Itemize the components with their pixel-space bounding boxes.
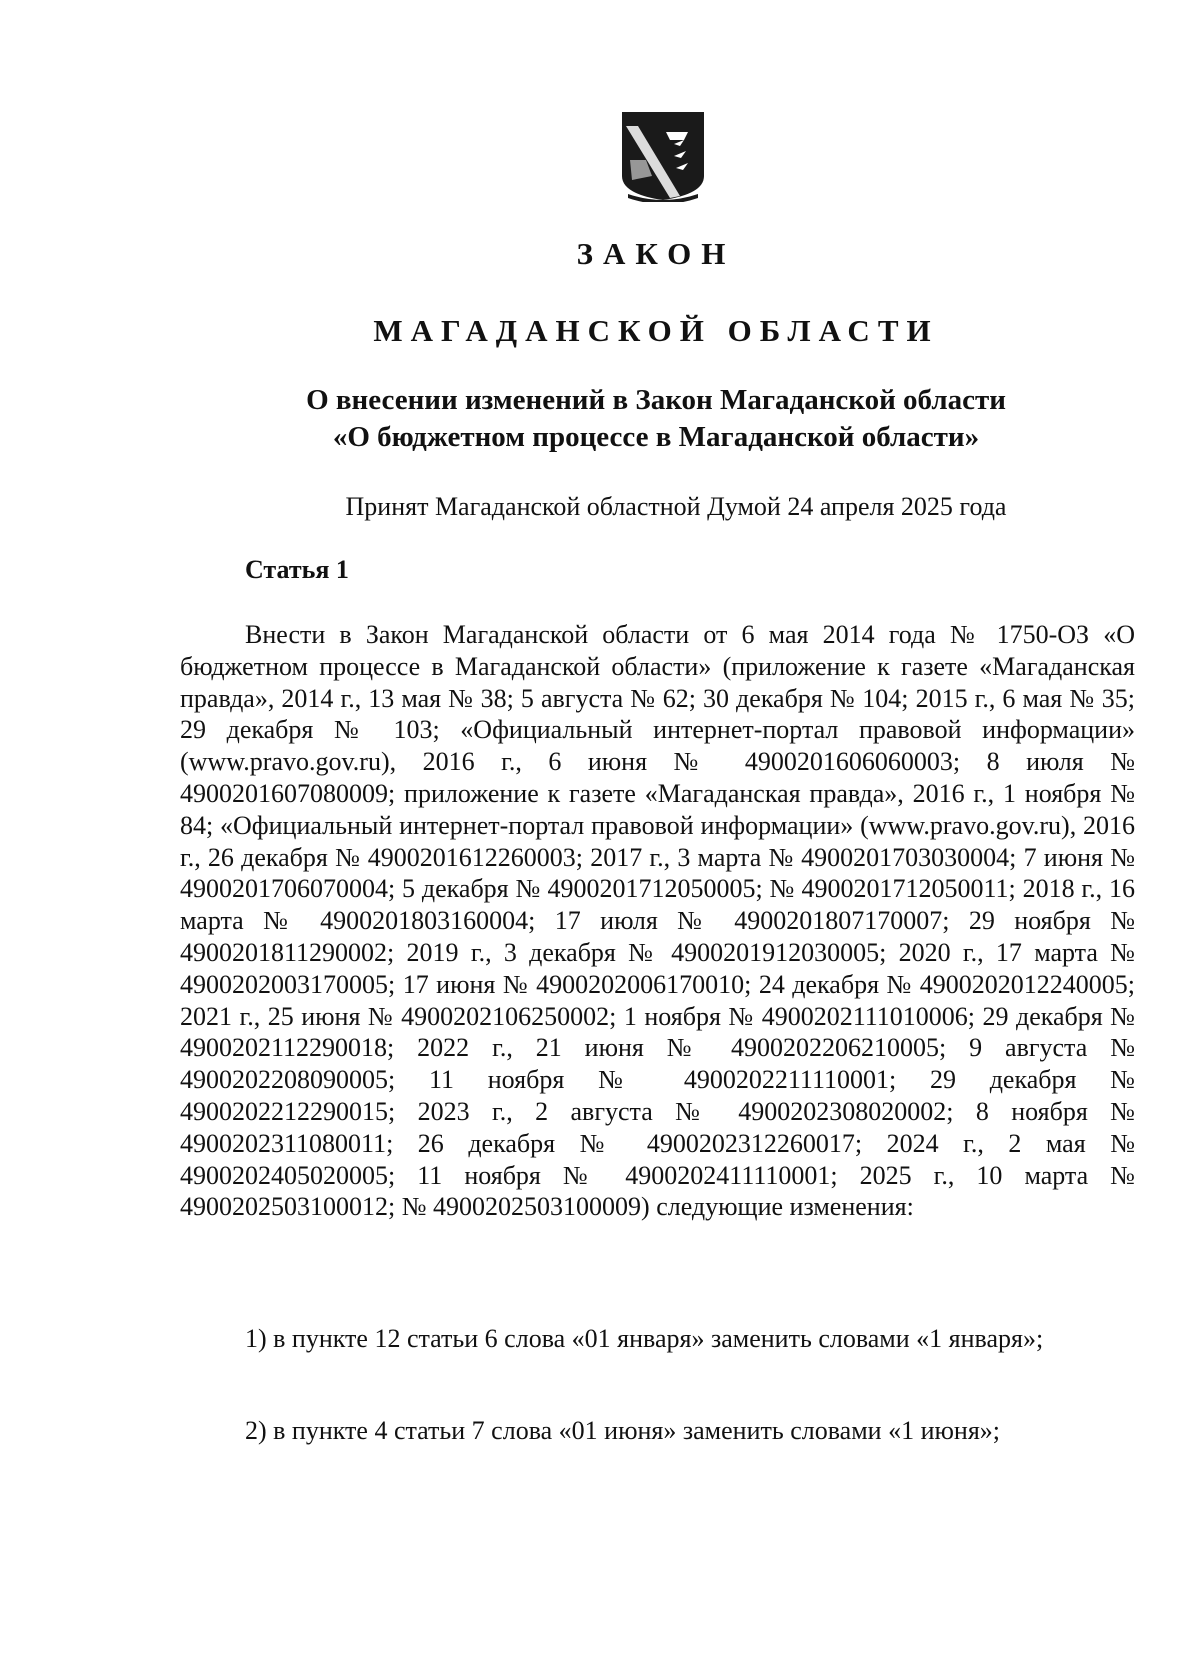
article-heading: Статья 1 [245, 555, 349, 584]
amendment-item: 1) в пункте 12 статьи 6 слова «01 января» заменить словами «1 января»; [245, 1324, 1044, 1353]
subtitle-line-1: О внесении изменений в Закон Магаданской области [306, 384, 1006, 416]
law-subtitle [0, 382, 1200, 456]
amendment-item: 2) в пункте 4 статьи 7 слова «01 июня» заменить словами «1 июня»; [245, 1416, 1001, 1445]
coat-of-arms-icon [618, 110, 708, 202]
region-title: МАГАДАНСКОЙ ОБЛАСТИ [373, 313, 939, 348]
law-title: ЗАКОН [576, 236, 736, 271]
intro-paragraph: Внести в Закон Магаданской области от 6 мая 2014 года № 1750-ОЗ «О бюджетном процессе в Магаданской области» (приложение к газете «Магаданская правда», 2014 г., 13 мая № 38; 5 августа № 62; 30 декабря № 104; 2015 г., 6 мая № 35; 29 декабря № 103; «Официальный интернет-портал правовой информации» (www.pravo.gov.ru), 2016 г., 6 июня № 4900201606060003; 8 июля № 4900201607080009; приложение к газете «Магаданская правда», 2016 г., 1 ноября № 84; «Официальный интернет-портал правовой информации» (www.pravo.gov.ru), 2016 г., 26 декабря № 4900201612260003; 2017 г., 3 марта № 4900201703030004; 7 июня № 4900201706070004; 5 декабря № 4900201712050005; № 4900201712050011; 2018 г., 16 марта № 4900201803160004; 17 июля № 4900201807170007; 29 ноября № 4900201811290002; 2019 г., 3 декабря № 4900201912030005; 2020 г., 17 марта № 4900202003170005; 17 июня № 4900202006170010; 24 декабря № 4900202012240005; 2021 г., 25 июня № 4900202106250002; 1 ноября № 4900202111010006; 29 декабря № 4900202112290018; 2022 г., 21 июня № 4900202206210005; 9 августа № 4900202208090005; 11 ноября № 4900202211110001; 29 декабря № 4900202212290015; 2023 г., 2 августа № 4900202308020002; 8 ноября № 4900202311080011; 26 декабря № 4900202312260017; 2024 г., 2 мая № 4900202405020005; 11 ноября № 4900202411110001; 2025 г., 10 марта № 4900202503100012; № 4900202503100009) следующие изменения: [180, 620, 1135, 1222]
subtitle-line-2: «О бюджетном процессе в Магаданской области» [332, 421, 980, 453]
adoption-statement: Принят Магаданской областной Думой 24 апреля 2025 года [345, 492, 1007, 521]
